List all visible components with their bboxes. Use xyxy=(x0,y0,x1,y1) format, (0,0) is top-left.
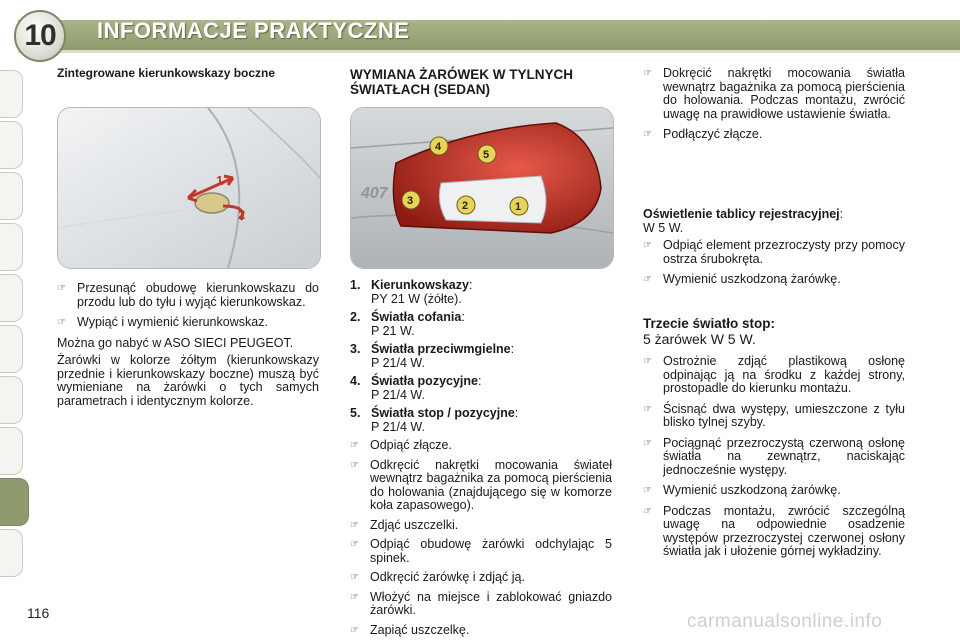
hand-pointer-icon: ☞ xyxy=(350,440,359,451)
list-item: ☞ Przesunąć obudowę kierunkowskazu do przodu lub do tyłu i wyjąć kierunkowskaz. xyxy=(57,281,319,309)
lamp-label-3: 3 xyxy=(407,195,414,207)
chapter-tab[interactable] xyxy=(0,529,23,577)
list-item: ☞ Podczas montażu, zwrócić szczególną uwagę na odpowiednie osadzenie występów przezroczystej czerwonej osłony światła jak i ułożenie górnej wykładziny. xyxy=(643,503,905,558)
list-item: ☞ Wymienić uszkodzoną żarówkę. xyxy=(643,483,841,497)
list-item: ☞ Zapiąć uszczelkę. xyxy=(350,622,470,637)
bulb-color-note: Żarówki w kolorze żółtym (kierunkowskazy przednie i kierunkowskazy boczne) muszą być wymieniane na żarówki o tych samych parametrach i identycznym kolorze. xyxy=(57,353,319,408)
hand-pointer-icon: ☞ xyxy=(350,459,359,471)
rear-lamps-heading: WYMIANA ŻARÓWEK W TYLNYCH ŚWIATŁACH (SEDAN) xyxy=(350,67,573,97)
third-stop-section xyxy=(643,316,905,566)
page-number: 116 xyxy=(27,605,50,621)
list-item: ☞ Pociągnąć przezroczystą czerwoną osłonę światła na zewnątrz, naciskając jednocześnie występy. xyxy=(643,435,905,477)
middle-text xyxy=(350,279,612,637)
left-column xyxy=(57,67,319,80)
dealer-note: Można go nabyć w ASO SIECI PEUGEOT. xyxy=(57,335,294,350)
side-indicator-illustration xyxy=(58,108,320,268)
list-item: ☞ Odpiąć element przezroczysty przy pomocy ostrza śrubokręta. xyxy=(643,238,905,266)
list-item: ☞ Odpiąć złącze. xyxy=(350,438,452,452)
chapter-tab[interactable] xyxy=(0,376,23,424)
list-item: ☞ Odkręcić żarówkę i zdjąć ją. xyxy=(350,570,525,584)
left-text xyxy=(57,282,319,408)
hand-pointer-icon: ☞ xyxy=(57,283,66,294)
chapter-tab[interactable] xyxy=(0,70,23,118)
list-item: ☞ Ścisnąć dwa występy, umieszczone z tyłu blisko tylnej szyby. xyxy=(643,401,905,429)
third-stop-bulbs: 5 żarówek W 5 W. xyxy=(643,331,756,347)
list-item: ☞ Podłączyć złącze. xyxy=(643,127,763,141)
hand-pointer-icon: ☞ xyxy=(643,356,652,367)
watermark: carmanualsonline.info xyxy=(687,611,883,632)
hand-pointer-icon: ☞ xyxy=(643,240,652,251)
chapter-tab[interactable] xyxy=(0,223,23,271)
third-stop-heading: Trzecie światło stop: xyxy=(643,316,776,331)
chapter-tab[interactable] xyxy=(0,427,23,475)
hand-pointer-icon: ☞ xyxy=(350,519,359,531)
rear-lamp-illustration xyxy=(351,108,613,268)
bulb-spec-item: 4. Światła pozycyjne: P 21/4 W. xyxy=(350,374,482,402)
side-indicator-photo xyxy=(57,107,321,269)
bulb-spec-item: 2. Światła cofania: P 21 W. xyxy=(350,310,465,338)
list-item: ☞ Włożyć na miejsce i zablokować gniazdo żarówki. xyxy=(350,589,612,617)
list-item: ☞ Wypiąć i wymienić kierunkowskaz. xyxy=(57,315,268,329)
hand-pointer-icon: ☞ xyxy=(643,129,652,140)
photo-label-1: 1 xyxy=(216,173,224,188)
list-item: ☞ Odpiąć obudowę żarówki odchylając 5 spinek. xyxy=(350,537,612,565)
list-item: ☞ Wymienić uszkodzoną żarówkę. xyxy=(643,272,841,286)
list-item: ☞ Ostrożnie zdjąć plastikową osłonę odpinając ją na środku z każdej strony, prostopadle do kierunku montażu. xyxy=(643,354,905,395)
hand-pointer-icon: ☞ xyxy=(350,591,359,603)
lamp-label-5: 5 xyxy=(483,149,490,161)
chapter-number: 10 xyxy=(24,19,56,52)
list-item: ☞ Zdjąć uszczelki. xyxy=(350,517,459,532)
lamp-label-1: 1 xyxy=(515,201,522,213)
page-title: INFORMACJE PRAKTYCZNE xyxy=(97,18,410,43)
rear-lamp-photo xyxy=(350,107,614,269)
lamp-label-4: 4 xyxy=(435,141,442,153)
plate-light-section: Oświetlenie tablicy rejestracyjnej: W 5 W. ☞ Odpiąć element przezroczysty przy pomocy ostrza śrubokręta. ☞ Wymienić uszkodzoną żarówkę. xyxy=(643,207,905,286)
indicator-lamp-shape xyxy=(195,193,229,213)
bulb-spec-item: 1. Kierunkowskazy: PY 21 W (żółte). xyxy=(350,278,473,306)
hand-pointer-icon: ☞ xyxy=(57,317,66,328)
chapter-badge xyxy=(14,10,66,62)
hand-pointer-icon: ☞ xyxy=(643,68,652,79)
list-item: ☞ Odkręcić nakrętki mocowania świateł wewnątrz bagażnika za pomocą pierścienia do holowania (znajdującego się w komorze koła zapasowego). xyxy=(350,457,612,512)
middle-heading-box xyxy=(350,67,615,97)
plate-light-bulb: W 5 W. xyxy=(643,220,684,235)
hand-pointer-icon: ☞ xyxy=(643,403,652,415)
chapter-tabs xyxy=(0,70,38,580)
model-badge: 407 xyxy=(361,185,388,202)
side-indicators-heading: Zintegrowane kierunkowskazy boczne xyxy=(57,66,276,80)
chapter-tab[interactable] xyxy=(0,121,23,169)
hand-pointer-icon: ☞ xyxy=(643,437,652,449)
hand-pointer-icon: ☞ xyxy=(350,624,359,636)
hand-pointer-icon: ☞ xyxy=(643,274,652,285)
chapter-tab-active[interactable] xyxy=(0,478,29,526)
plate-light-heading: Oświetlenie tablicy rejestracyjnej xyxy=(643,207,840,221)
chapter-tab[interactable] xyxy=(0,274,23,322)
right-top-text xyxy=(643,67,905,149)
hand-pointer-icon: ☞ xyxy=(643,485,652,496)
chapter-tab[interactable] xyxy=(0,172,23,220)
hand-pointer-icon: ☞ xyxy=(350,572,359,583)
photo-label-2: 2 xyxy=(238,207,246,222)
bulb-spec-item: 5. Światła stop / pozycyjne: P 21/4 W. xyxy=(350,406,519,434)
lamp-label-2: 2 xyxy=(462,200,469,212)
hand-pointer-icon: ☞ xyxy=(350,539,359,550)
list-item: ☞ Dokręcić nakrętki mocowania światła wewnątrz bagażnika za pomocą pierścienia do holowania. Podczas montażu, zwrócić uwagę na prawidłowe ustawienie światła. xyxy=(643,66,905,121)
hand-pointer-icon: ☞ xyxy=(643,505,652,517)
header-underline xyxy=(18,50,960,53)
chapter-tab[interactable] xyxy=(0,325,23,373)
bulb-spec-item: 3. Światła przeciwmgielne: P 21/4 W. xyxy=(350,342,515,370)
